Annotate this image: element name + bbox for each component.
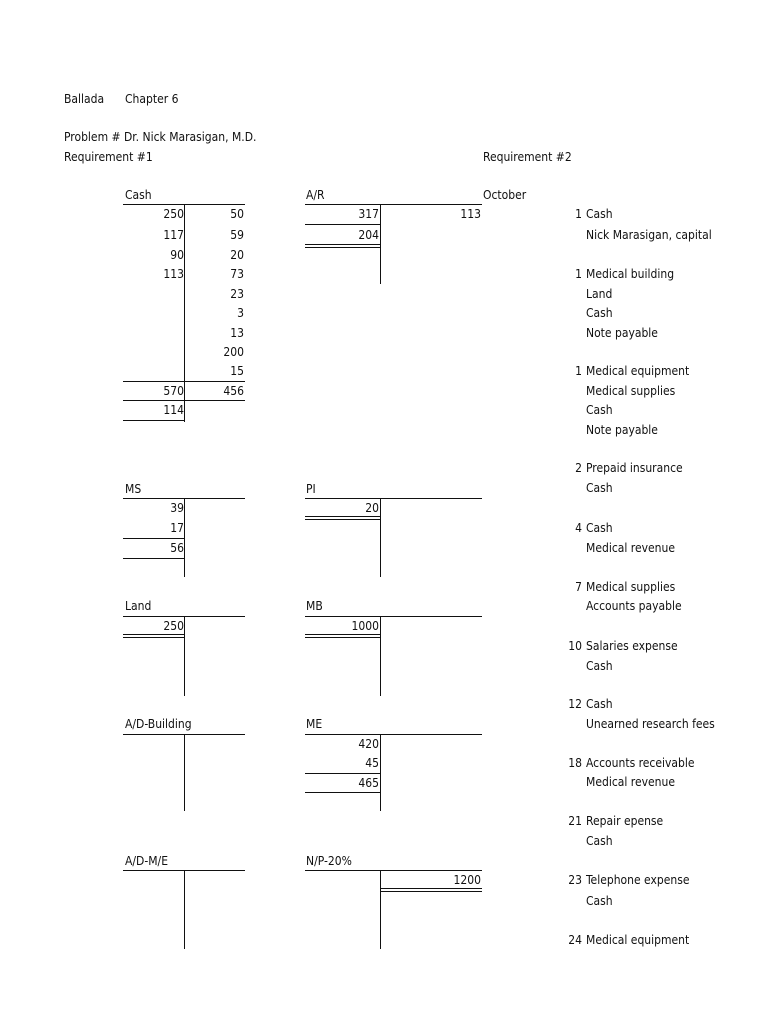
me-debit-entry: 420	[358, 737, 379, 751]
cash-account-title: Cash	[125, 188, 152, 202]
journal-row-credit-account: Cash	[586, 403, 613, 417]
journal-row-day: 1	[575, 364, 582, 378]
pi-divider	[380, 498, 381, 577]
journal-row-credit-account: Note payable	[586, 326, 658, 340]
cash-credit-total: 456	[223, 384, 244, 398]
cash-credit-entry: 15	[230, 364, 244, 378]
me-total: 465	[358, 776, 379, 790]
journal-row-debit-account: Telephone expense	[586, 873, 690, 887]
journal-row-credit-account: Land	[586, 287, 613, 301]
journal-row-credit-account: Note payable	[586, 423, 658, 437]
pi-top-rule	[305, 498, 482, 499]
cash-credit-entry: 50	[230, 207, 244, 221]
journal-row-day: 23	[568, 873, 582, 887]
me-account-title: ME	[306, 717, 323, 731]
chapter-label: Chapter 6	[125, 92, 179, 106]
requirement-1-heading: Requirement #1	[64, 150, 153, 164]
cash-credit-entry: 13	[230, 326, 244, 340]
ad-building-divider	[184, 734, 185, 811]
cash-balance-underline	[123, 420, 185, 421]
me-total-rule	[305, 773, 381, 774]
cash-credit-entry: 3	[237, 306, 244, 320]
me-top-rule	[305, 734, 482, 735]
journal-row-credit-account: Unearned research fees	[586, 717, 715, 731]
ms-debit-entry: 17	[170, 521, 184, 535]
cash-total-rule	[123, 381, 245, 382]
ar-top-rule	[305, 204, 482, 205]
journal-row-debit-account: Cash	[586, 207, 613, 221]
ms-total-underline	[123, 558, 185, 559]
journal-panel	[480, 188, 715, 960]
cash-credit-entry: 23	[230, 287, 244, 301]
journal-row-credit-account: Nick Marasigan, capital	[586, 228, 712, 242]
journal-row-day: 2	[575, 461, 582, 475]
cash-credit-entry: 200	[223, 345, 244, 359]
cash-balance: 114	[163, 403, 184, 417]
np-account-title: N/P-20%	[306, 854, 352, 868]
cash-credit-entry: 20	[230, 248, 244, 262]
cash-debit-entry: 90	[170, 248, 184, 262]
journal-row-debit-account: Medical equipment	[586, 933, 690, 947]
ms-total-rule	[123, 538, 185, 539]
journal-row-credit-account: Cash	[586, 834, 613, 848]
journal-row-debit-account: Accounts receivable	[586, 756, 695, 770]
ar-double-rule	[305, 244, 381, 248]
journal-row-debit-account: Prepaid insurance	[586, 461, 683, 475]
cash-credit-entry: 73	[230, 267, 244, 281]
journal-row-credit-account: Medical revenue	[586, 775, 675, 789]
journal-row-credit-account: Medical revenue	[586, 541, 675, 555]
journal-row-day: 1	[575, 267, 582, 281]
land-double-rule	[123, 634, 185, 638]
journal-row-debit-account: Medical equipment	[586, 364, 690, 378]
journal-row-day: 21	[568, 814, 582, 828]
journal-month: October	[483, 188, 527, 202]
ar-credit-entry: 113	[460, 207, 481, 221]
ad-me-account-title: A/D-M/E	[125, 854, 169, 868]
journal-row-credit-account: Cash	[586, 481, 613, 495]
mb-top-rule	[305, 616, 482, 617]
land-debit-entry: 250	[163, 619, 184, 633]
journal-row-credit-account: Cash	[586, 306, 613, 320]
mb-debit-entry: 1000	[351, 619, 379, 633]
journal-row-day: 10	[568, 639, 582, 653]
pi-double-rule	[305, 516, 381, 520]
mb-account-title: MB	[306, 599, 323, 613]
author-label: Ballada	[64, 92, 105, 106]
cash-debit-total: 570	[163, 384, 184, 398]
journal-row-day: 24	[568, 933, 582, 947]
journal-row-debit-account: Medical supplies	[586, 580, 676, 594]
journal-row-debit-account: Cash	[586, 697, 613, 711]
ar-debit-entry: 317	[358, 207, 379, 221]
ar-balance: 204	[358, 228, 379, 242]
cash-balance-rule	[123, 400, 245, 401]
journal-row-day: 18	[568, 756, 582, 770]
journal-row-credit-account: Cash	[586, 659, 613, 673]
ar-total-rule	[305, 224, 381, 225]
np-top-rule	[305, 870, 482, 871]
pi-account-title: PI	[306, 482, 316, 496]
mb-divider	[380, 616, 381, 696]
cash-debit-entry: 250	[163, 207, 184, 221]
journal-row-credit-account: Cash	[586, 894, 613, 908]
ms-account-title: MS	[125, 482, 142, 496]
journal-row-debit-account: Salaries expense	[586, 639, 678, 653]
journal-row-day: 1	[575, 207, 582, 221]
journal-row-day: 7	[575, 580, 582, 594]
requirement-2-heading: Requirement #2	[483, 150, 572, 164]
ad-me-divider	[184, 870, 185, 949]
land-account-title: Land	[125, 599, 152, 613]
np-double-rule	[380, 888, 482, 892]
me-debit-entry: 45	[365, 756, 379, 770]
ar-account-title: A/R	[306, 188, 325, 202]
journal-row-credit-account: Medical supplies	[586, 384, 676, 398]
journal-row-debit-account: Medical building	[586, 267, 675, 281]
cash-credit-entry: 59	[230, 228, 244, 242]
journal-row-debit-account: Repair epense	[586, 814, 664, 828]
cash-debit-entry: 113	[163, 267, 184, 281]
ms-debit-entry: 39	[170, 501, 184, 515]
np-credit-entry: 1200	[453, 873, 481, 887]
ms-total: 56	[170, 541, 184, 555]
problem-title: Problem # Dr. Nick Marasigan, M.D.	[64, 130, 257, 144]
journal-row-debit-account: Cash	[586, 521, 613, 535]
pi-debit-entry: 20	[365, 501, 379, 515]
cash-debit-entry: 117	[163, 228, 184, 242]
ad-building-account-title: A/D-Building	[125, 717, 192, 731]
me-total-underline	[305, 792, 381, 793]
mb-double-rule	[305, 634, 381, 638]
journal-row-credit-account: Accounts payable	[586, 599, 682, 613]
journal-row-day: 12	[568, 697, 582, 711]
journal-row-day: 4	[575, 521, 582, 535]
land-divider	[184, 616, 185, 696]
